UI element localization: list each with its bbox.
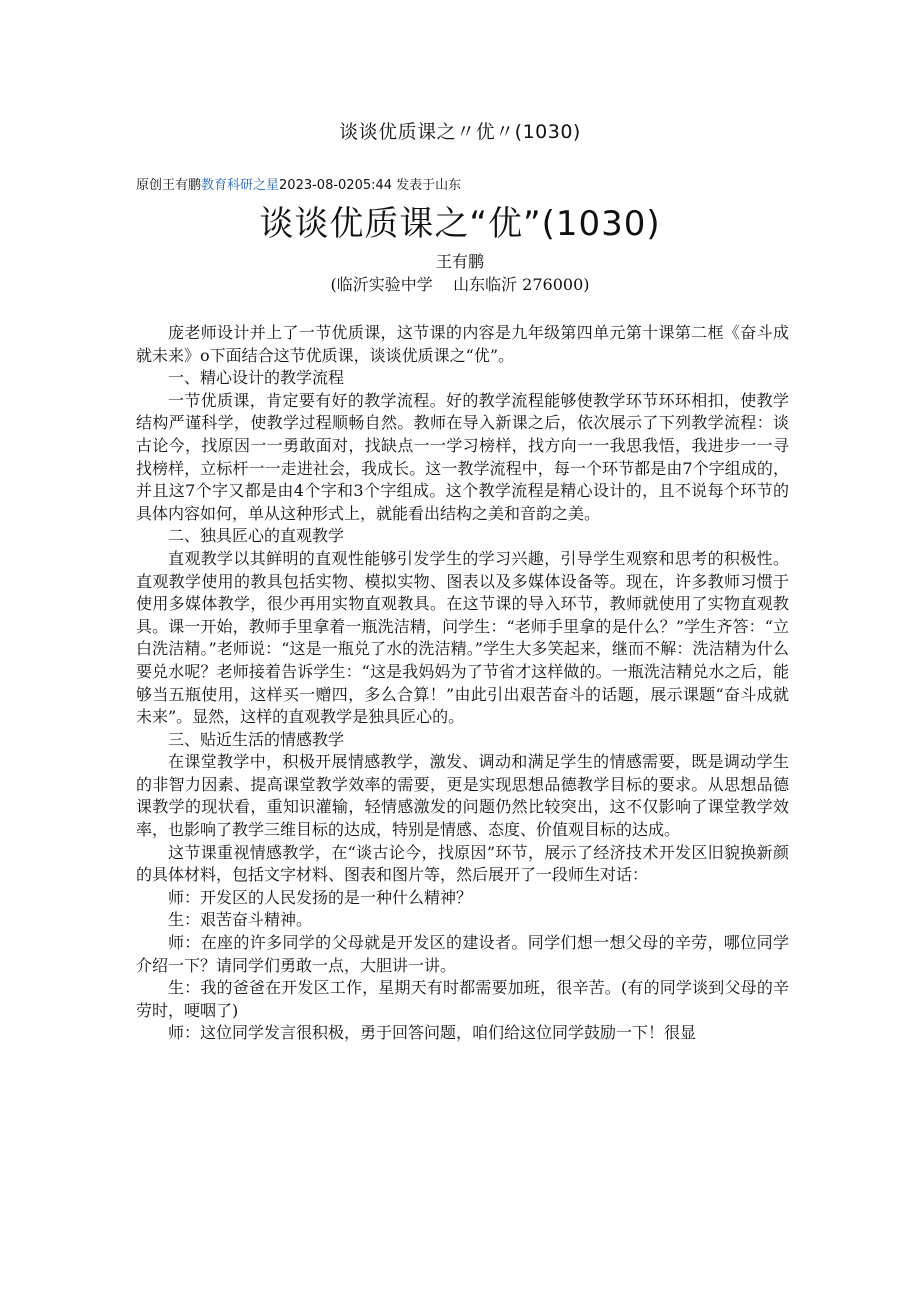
dialogue-line: 师：这位同学发言很积极，勇于回答问题，咱们给这位同学鼓励一下！很显	[168, 1023, 697, 1043]
meta-prefix: 原创王有鹏	[136, 178, 202, 193]
article-meta	[136, 176, 461, 196]
dialogue-line: 师：在座的许多同学的父母就是开发区的建设者。同学们想一想父母的辛劳，哪位同学介绍一下？请同学们勇敢一点，大胆讲一讲。	[136, 933, 789, 975]
intro-paragraph: 庞老师设计并上了一节优质课，这节课的内容是九年级第四单元第十课第二框《奋斗成就未来》o下面结合这节优质课，谈谈优质课之“优”。	[136, 323, 789, 365]
section-heading-3: 三、贴近生活的情感教学	[168, 729, 345, 749]
body-paragraph: 这节课重视情感教学，在“谈古论今，找原因”环节，展示了经济技术开发区旧貌换新颜的具体材料，包括文字材料、图表和图片等，然后展开了一段师生对话：	[136, 842, 789, 885]
section-heading-2: 二、独具匠心的直观教学	[168, 526, 345, 546]
section-heading-1: 一、精心设计的教学流程	[168, 368, 345, 388]
dialogue-line: 生：艰苦奋斗精神。	[168, 910, 313, 930]
author-affiliation: (临沂实验中学 山东临沂 276000)	[330, 275, 590, 294]
meta-date-location: 2023-08-0205:44 发表于山东	[279, 178, 462, 193]
body-paragraph: 一节优质课，肯定要有好的教学流程。好的教学流程能够使教学环节环环相扣，使教学结构严谨科学，使教学过程顺畅自然。教师在导入新课之后，依次展示了下列教学流程：谈古论今，找原因一一勇敢面对，找缺点一一学习榜样，找方向一一我思我悟，我进步一一寻找榜样，立标杆一一走进社会，我成长。这一教学流程中，每一个环节都是由7个字组成的，并且这7个字又都是由4个字和3个字组成。这个教学流程是精心设计的，且不说每个环节的具体内容如何，单从这种形式上，就能看出结构之美和音韵之美。	[136, 390, 789, 523]
author-name: 王有鹏	[435, 252, 484, 271]
body-paragraph: 直观教学以其鲜明的直观性能够引发学生的学习兴趣，引导学生观察和思考的积极性。直观教学使用的教具包括实物、模拟实物、图表以及多媒体设备等。现在，许多教师习惯于使用多媒体教学，很少再用实物直观教具。在这节课的导入环节，教师就使用了实物直观教具。课一开始，教师手里拿着一瓶洗洁精，问学生：“老师手里拿的是什么？”学生齐答：“立白洗洁精。”老师说：“这是一瓶兑了水的洗洁精。”学生大多笑起来，继而不解：洗洁精为什么要兑水呢？老师接着告诉学生：“这是我妈妈为了节省才这样做的。一瓶洗洁精兑水之后，能够当五瓶使用，这样买一赠四，多么合算！”由此引出艰苦奋斗的话题，展示课题“奋斗成就未来”。显然，这样的直观教学是独具匠心的。	[136, 548, 789, 727]
dialogue-line: 生：我的爸爸在开发区工作，星期天有时都需要加班，很辛苦。(有的同学谈到父母的辛劳时，哽咽了)	[136, 978, 789, 1020]
dialogue-line: 师：开发区的人民发扬的是一种什么精神？	[168, 887, 473, 907]
article-title: 谈谈优质课之“优”(1030)	[259, 204, 661, 244]
page-title: 谈谈优质课之〃优〃(1030)	[339, 121, 581, 143]
article-body	[136, 322, 789, 1045]
source-link[interactable]: 教育科研之星	[201, 178, 280, 193]
body-paragraph: 在课堂教学中，积极开展情感教学，激发、调动和满足学生的情感需要，既是调动学生的非智力因素、提高课堂教学效率的需要，更是实现思想品德教学目标的要求。从思想品德课教学的现状看，重知识灌输，轻情感激发的问题仍然比较突出，这不仅影响了课堂教学效率，也影响了教学三维目标的达成，特别是情感、态度、价值观目标的达成。	[136, 752, 789, 840]
